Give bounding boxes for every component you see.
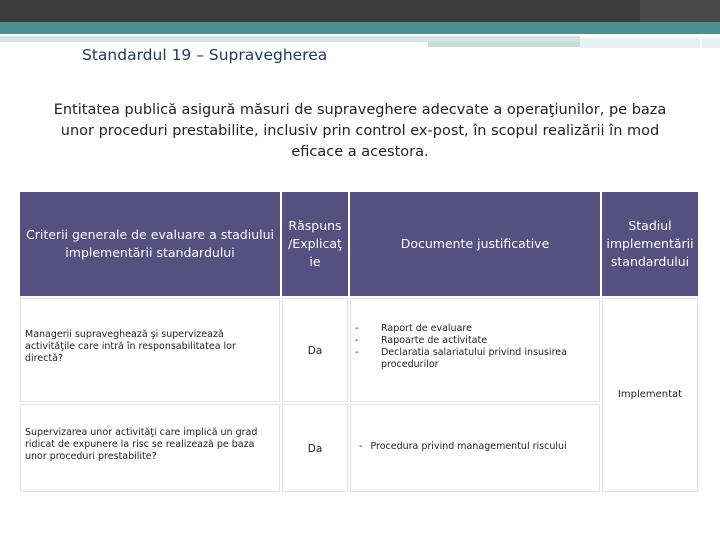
header-status-line: Stadiul: [628, 218, 672, 233]
document-item: [351, 323, 599, 335]
document-label: Declaratia salariatului privind insusirea procedurilor: [381, 347, 567, 370]
header-answer: [282, 192, 348, 296]
document-item: [351, 441, 599, 453]
header-criteria: [20, 192, 280, 296]
list-dash: -: [355, 335, 359, 346]
header-criteria-line: Criterii generale de evaluare a stadiului: [26, 227, 274, 242]
header-status-line: standardului: [610, 254, 690, 269]
intro-paragraph: [40, 100, 680, 163]
header-documents-line: Documente justificative: [400, 236, 550, 251]
list-dash: -: [355, 323, 359, 334]
document-item: [351, 335, 599, 347]
top-teal-bar: [0, 22, 720, 34]
row1-criteria-cell: [20, 298, 280, 402]
header-status-line: implementării: [606, 236, 694, 251]
row2-criteria-cell: [20, 404, 280, 492]
criteria-line: ridicat de expunere la risc se realizează pe baza: [25, 439, 255, 450]
header-answer-line: ie: [309, 254, 321, 269]
header-criteria-line: implementării standardului: [65, 245, 235, 260]
header-answer-line: Răspuns: [288, 218, 342, 233]
document-label: Raport de evaluare: [381, 323, 472, 334]
list-dash: -: [355, 347, 359, 358]
header-status: [602, 192, 698, 296]
list-dash: -: [359, 441, 363, 452]
intro-line: eficace a acestora.: [291, 144, 429, 160]
criteria-line: activităţile care intră în responsabilitatea lor: [25, 341, 236, 352]
top-dark-bar: [0, 0, 720, 22]
document-label: Procedura privind managementul riscului: [370, 441, 567, 452]
top-bar-divider: [700, 34, 702, 50]
top-dark-bar-highlight: [640, 0, 720, 22]
document-label: Rapoarte de activitate: [381, 335, 488, 346]
criteria-line: unor proceduri prestabilite?: [25, 451, 157, 462]
intro-line: Entitatea publică asigură măsuri de supraveghere adecvate a operaţiunilor, pe baza: [53, 102, 667, 118]
criteria-line: directă?: [25, 353, 64, 364]
row1-documents-cell: [350, 298, 600, 402]
header-answer-line: /Explicaţ: [288, 236, 342, 251]
slide-title: Standardul 19 – Supravegherea: [82, 46, 328, 64]
document-item: [351, 347, 599, 371]
criteria-line: Supervizarea unor activităţi care implică un grad: [25, 427, 258, 438]
row1-documents-list: [351, 323, 599, 371]
header-documents: [350, 192, 600, 296]
intro-line: unor proceduri prestabilite, inclusiv prin control ex-post, în scopul realizării în mod: [60, 123, 660, 139]
top-light-bar-right: [580, 38, 720, 48]
top-light-bar-accent: [428, 42, 580, 47]
criteria-line: Managerii supraveghează şi supervizează: [25, 329, 224, 340]
row2-documents-cell: [350, 404, 600, 492]
row1-answer-cell: Da: [282, 298, 348, 402]
row2-answer-cell: Da: [282, 404, 348, 492]
status-cell: Implementat: [602, 298, 698, 492]
